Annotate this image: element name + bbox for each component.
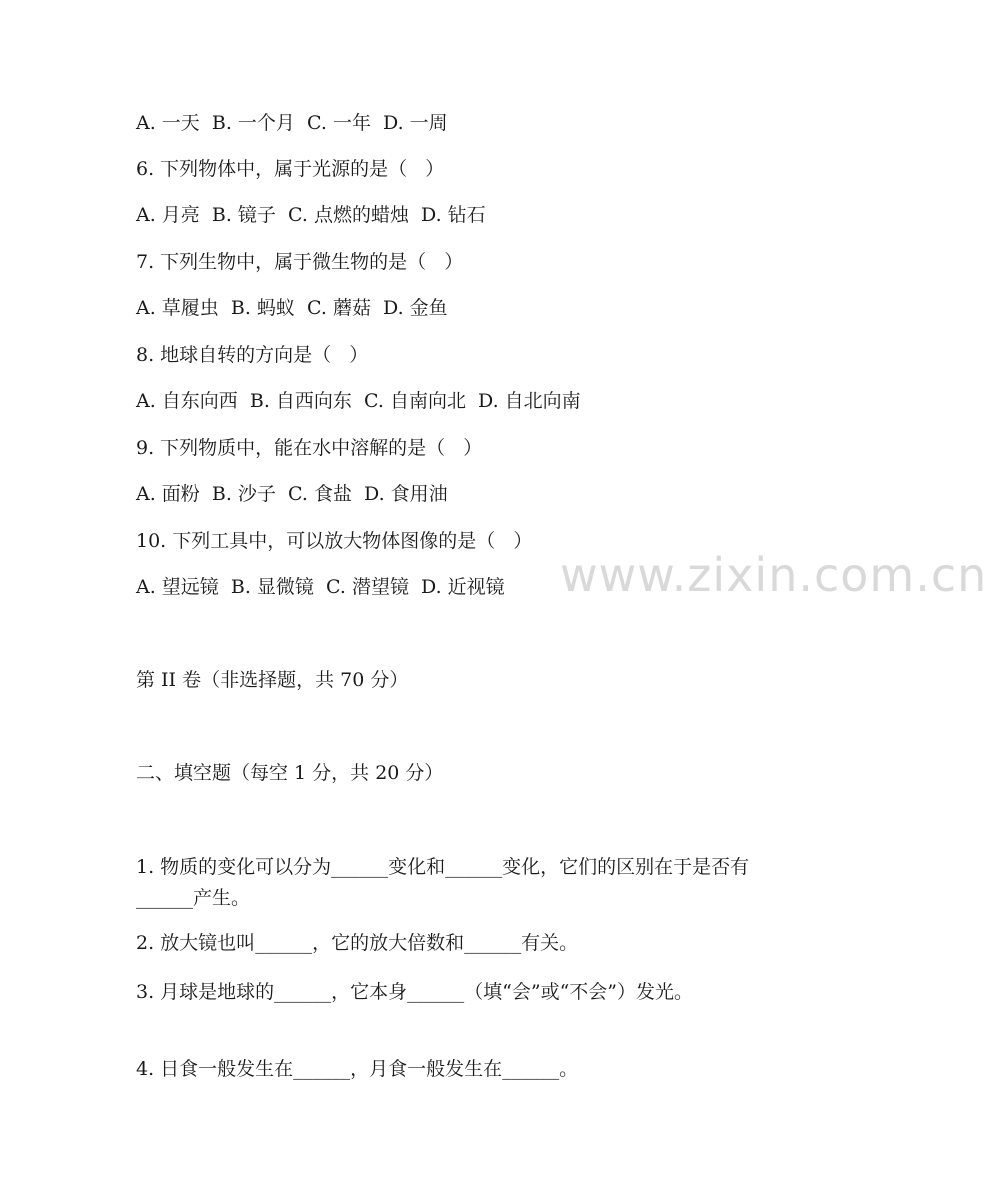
q8-stem: 8. 地球自转的方向是（ ） [136,344,369,366]
fill-item-4: 4. 日食一般发生在______，月食一般发生在______。 [136,1058,579,1080]
q10-stem: 10. 下列工具中，可以放大物体图像的是（ ） [136,530,533,552]
fill-item-2: 2. 放大镜也叫______，它的放大倍数和______有关。 [136,932,579,954]
q8-options: A. 自东向西 B. 自西向东 C. 自南向北 D. 自北向南 [136,390,581,412]
q6-options: A. 月亮 B. 镜子 C. 点燃的蜡烛 D. 钻石 [136,204,486,226]
q7-options: A. 草履虫 B. 蚂蚁 C. 蘑菇 D. 金鱼 [136,297,448,319]
q10-options: A. 望远镜 B. 显微镜 C. 潜望镜 D. 近视镜 [136,576,505,598]
fill-item-3: 3. 月球是地球的______，它本身______（填“会”或“不会”）发光。 [136,981,694,1003]
watermark: www.zixin.com.cn [560,548,987,602]
q6-stem: 6. 下列物体中，属于光源的是（ ） [136,158,445,180]
fill-blank-heading: 二、填空题（每空 1 分，共 20 分） [136,762,444,784]
q7-stem: 7. 下列生物中，属于微生物的是（ ） [136,251,464,273]
q9-options: A. 面粉 B. 沙子 C. 食盐 D. 食用油 [136,483,448,505]
fill-item-1: 1. 物质的变化可以分为______变化和______变化，它们的区别在于是否有______产生。 [136,856,750,909]
q9-stem: 9. 下列物质中，能在水中溶解的是（ ） [136,437,483,459]
q5-options: A. 一天 B. 一个月 C. 一年 D. 一周 [136,112,448,134]
part2-title: 第 II 卷（非选择题，共 70 分） [136,669,409,691]
